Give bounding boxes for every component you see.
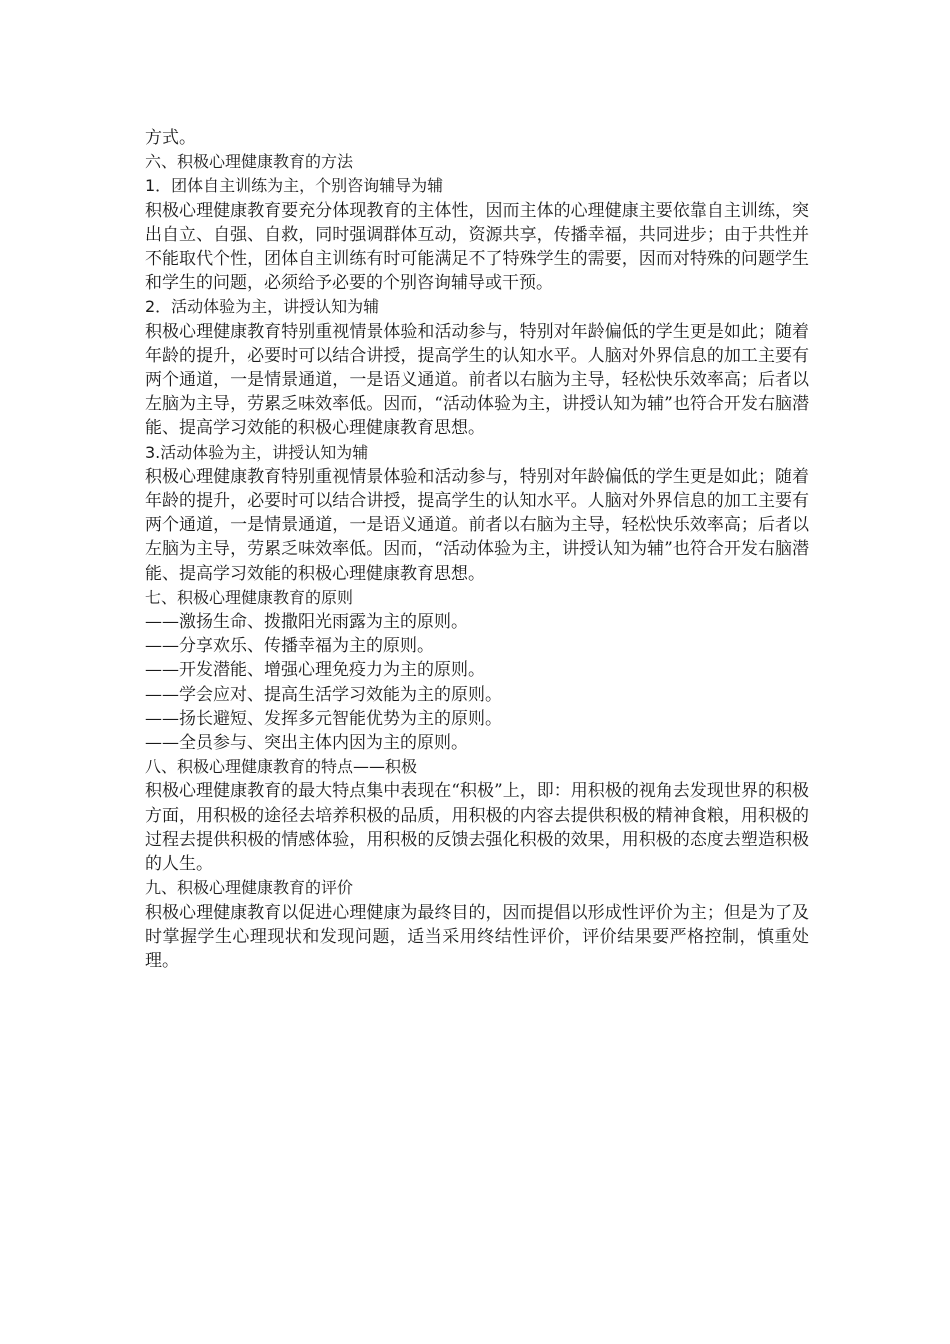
paragraph-6-2: 积极心理健康教育特别重视情景体验和活动参与，特别对年龄偏低的学生更是如此；随着年龄的提升，必要时可以结合讲授，提高学生的认知水平。人脑对外界信息的加工主要有两个通道，一是情景通道，一是语义通道。前者以右脑为主导，轻松快乐效率高；后者以左脑为主导，劳累乏味效率低。因而，“活动体验为主，讲授认知为辅”也符合开发右脑潜能、提高学习效能的积极心理健康教育思想。: [145, 321, 809, 439]
principle-item: ——扬长避短、发挥多元智能优势为主的原则。: [145, 708, 502, 729]
section-heading-7: 七、积极心理健康教育的原则: [145, 587, 354, 607]
subsection-heading-6-3: 3.活动体验为主，讲授认知为辅: [145, 442, 369, 462]
document-body: [145, 126, 809, 973]
section-heading-8: 八、积极心理健康教育的特点——积极: [145, 757, 418, 777]
subsection-heading-6-1: 1．团体自主训练为主，个别咨询辅导为辅: [145, 176, 444, 196]
paragraph-6-3: 积极心理健康教育特别重视情景体验和活动参与，特别对年龄偏低的学生更是如此；随着年龄的提升，必要时可以结合讲授，提高学生的认知水平。人脑对外界信息的加工主要有两个通道，一是情景通道，一是语义通道。前者以右脑为主导，轻松快乐效率高；后者以左脑为主导，劳累乏味效率低。因而，“活动体验为主，讲授认知为辅”也符合开发右脑潜能、提高学习效能的积极心理健康教育思想。: [145, 466, 809, 584]
principle-item: ——全员参与、突出主体内因为主的原则。: [145, 733, 468, 754]
principle-item: ——分享欢乐、传播幸福为主的原则。: [145, 636, 434, 657]
paragraph-continuation: 方式。: [145, 128, 196, 148]
paragraph-9: 积极心理健康教育以促进心理健康为最终目的，因而提倡以形成性评价为主；但是为了及时掌握学生心理现状和发现问题，适当采用终结性评价，评价结果要严格控制，慎重处理。: [145, 902, 809, 971]
principle-item: ——激扬生命、拨撒阳光雨露为主的原则。: [145, 612, 468, 633]
section-heading-6: 六、积极心理健康教育的方法: [145, 152, 354, 172]
section-heading-9: 九、积极心理健康教育的评价: [145, 878, 354, 898]
principle-item: ——学会应对、提高生活学习效能为主的原则。: [145, 684, 502, 705]
paragraph-8: 积极心理健康教育的最大特点集中表现在“积极”上，即：用积极的视角去发现世界的积极方面，用积极的途径去培养积极的品质，用积极的内容去提供积极的精神食粮，用积极的过程去提供积极的情感体验，用积极的反馈去强化积极的效果，用积极的态度去塑造积极的人生。: [145, 781, 809, 875]
principle-item: ——开发潜能、增强心理免疫力为主的原则。: [145, 660, 485, 681]
subsection-heading-6-2: 2．活动体验为主，讲授认知为辅: [145, 297, 380, 317]
paragraph-6-1: 积极心理健康教育要充分体现教育的主体性，因而主体的心理健康主要依靠自主训练，突出自立、自强、自救，同时强调群体互动，资源共享，传播幸福，共同进步；由于共性并不能取代个性，团体自主训练有时可能满足不了特殊学生的需要，因而对特殊的问题学生和学生的问题，必须给予必要的个别咨询辅导或干预。: [145, 200, 809, 294]
